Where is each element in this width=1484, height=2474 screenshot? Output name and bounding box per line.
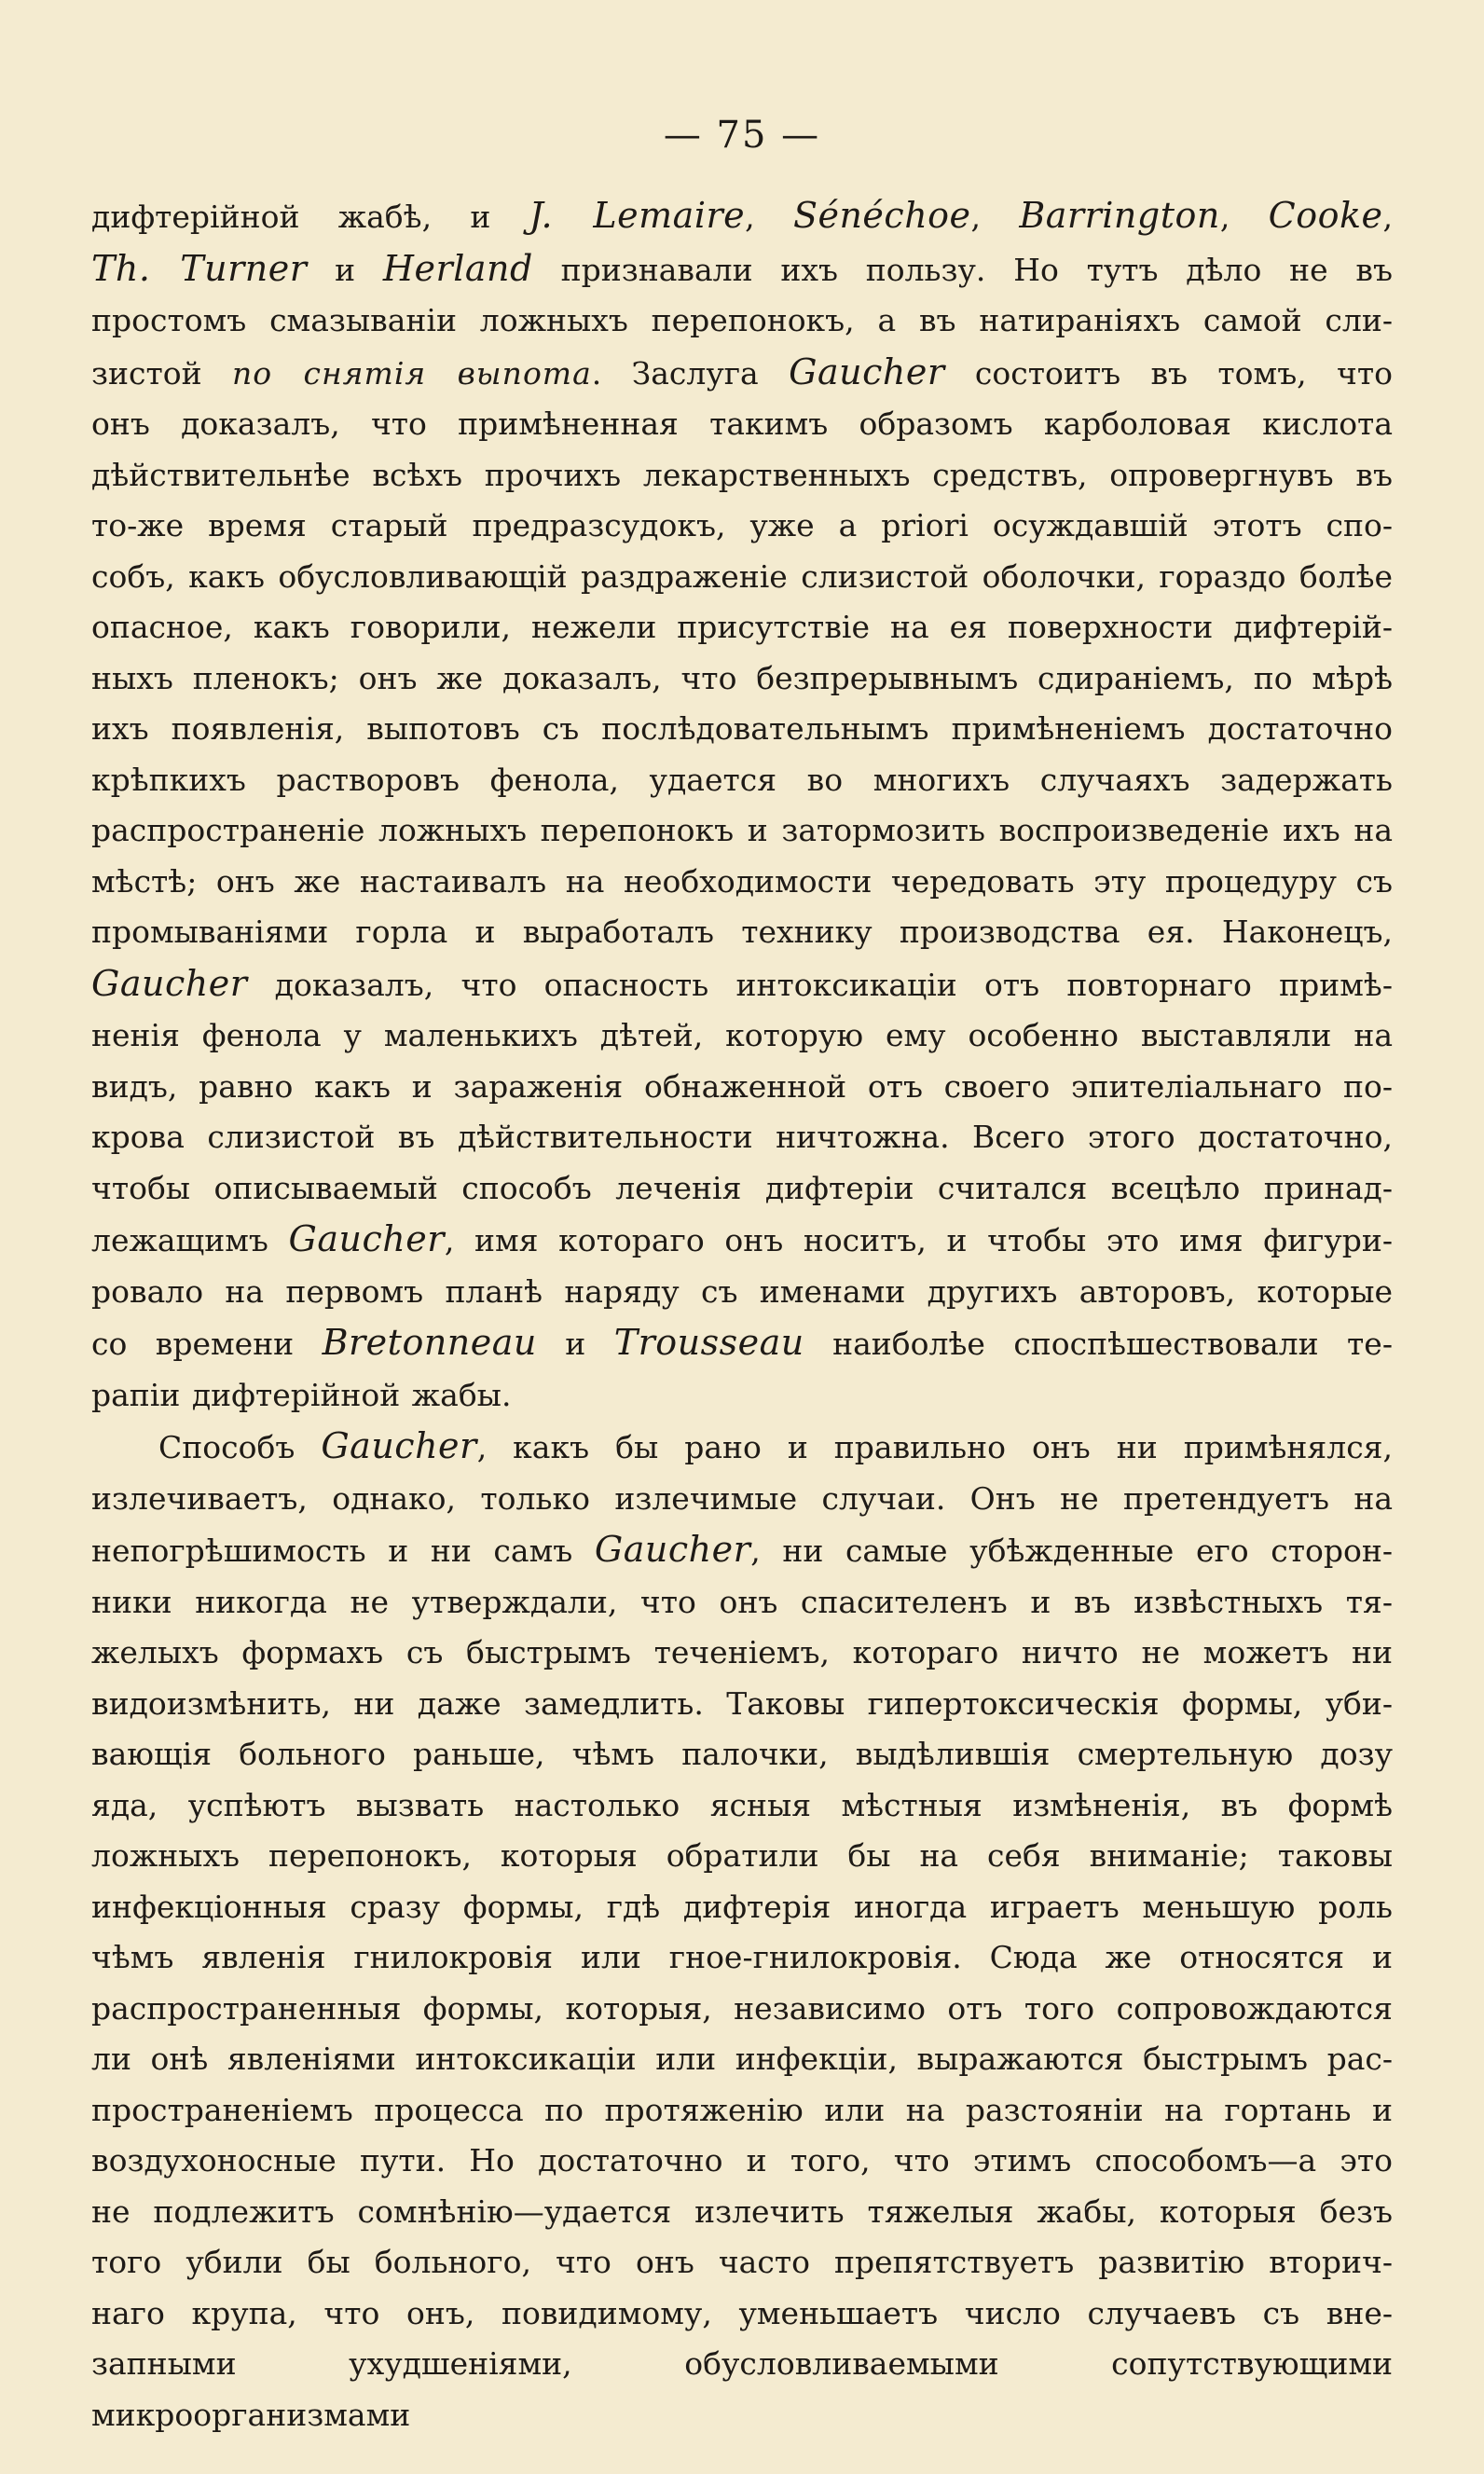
text-line [91, 552, 1393, 603]
author-name: Gaucher [288, 1218, 445, 1259]
text-segment: , [745, 199, 793, 235]
text-line [91, 1729, 1393, 1780]
text-segment: ненія фенола у маленькихъ дѣтей, которую ему особенно выставляли на [91, 1017, 1393, 1053]
text-line [91, 243, 1393, 296]
text-segment: видоизмѣнить, ни даже замедлить. Таковы гипертоксическія формы, уби- [91, 1684, 1393, 1722]
text-segment: чѣмъ явленія гнилокровія или гное-гнилокровія. Сюда же относятся и [91, 1939, 1393, 1975]
body-text [91, 190, 1393, 2440]
text-line [91, 2339, 1393, 2440]
text-segment: желыхъ формахъ съ быстрымъ теченіемъ, котораго ничто не можетъ ни [91, 1634, 1393, 1670]
text-segment: наиболѣе споспѣшествовали те- [804, 1326, 1393, 1362]
text-line [91, 1010, 1393, 1062]
text-segment: опасное, какъ говорили, нежели присутствіе на ея поверхности дифтерій- [91, 609, 1393, 645]
text-segment: зистой [91, 354, 232, 392]
text-line [91, 1062, 1393, 1113]
text-line [91, 296, 1393, 347]
text-line [91, 755, 1393, 806]
text-segment: ихъ появленія, выпотовъ съ послѣдовательнымъ примѣненіемъ достаточно [91, 710, 1393, 747]
text-line [91, 347, 1393, 400]
text-segment: ложныхъ перепонокъ, которыя обратили бы на себя вниманіе; таковы [91, 1837, 1393, 1874]
author-name: Gaucher [789, 350, 945, 392]
text-segment: ли онѣ явленіями интоксикаціи или инфекціи, выражаются быстрымъ рас- [91, 2041, 1393, 2077]
text-segment: непогрѣшимость и ни самъ [91, 1533, 595, 1569]
text-line [91, 1112, 1393, 1163]
text-segment: того убили бы больного, что онъ часто препятствуетъ развитію вторич- [91, 2244, 1393, 2280]
author-name: Bretonneau [322, 1322, 537, 1363]
text-line [91, 857, 1393, 908]
text-line [91, 805, 1393, 857]
author-name: Gaucher [321, 1425, 477, 1466]
text-segment: , [970, 199, 1020, 235]
text-segment: яда, успѣютъ вызвать настолько ясныя мѣстныя измѣненія, въ формѣ [91, 1786, 1393, 1823]
text-line [91, 653, 1393, 705]
author-name: Cooke [1268, 195, 1383, 236]
text-segment: видъ, равно какъ и зараженія обнаженной отъ своего эпителіальнаго по- [91, 1067, 1393, 1105]
text-line [91, 1932, 1393, 1984]
text-line [91, 704, 1393, 755]
text-segment: и [307, 251, 383, 288]
text-segment: , [1219, 199, 1269, 235]
text-line [91, 1679, 1393, 1730]
text-segment: Способъ [158, 1429, 322, 1465]
text-line [91, 2085, 1393, 2137]
text-segment: признавали ихъ пользу. Но тутъ дѣло не въ [532, 251, 1393, 288]
text-segment: . Заслуга [591, 354, 790, 392]
text-segment: дѣйствительнѣе всѣхъ прочихъ лекарственныхъ средствъ, опровергнувъ въ [91, 456, 1393, 493]
text-segment: ровало на первомъ планѣ наряду съ именами другихъ авторовъ, которые [91, 1272, 1393, 1310]
text-line [91, 1421, 1393, 1474]
text-segment: крова слизистой въ дѣйствительности ничтожна. Всего этого достаточно, [91, 1119, 1393, 1155]
text-line [91, 190, 1393, 243]
text-line [91, 1831, 1393, 1882]
text-segment: излечиваетъ, однако, только излечимые случаи. Онъ не претендуетъ на [91, 1479, 1393, 1517]
author-name: J. Lemaire [529, 195, 746, 236]
text-line [91, 1163, 1393, 1215]
text-segment: ники никогда не утверждали, что онъ спасителенъ и въ извѣстныхъ тя- [91, 1583, 1393, 1620]
text-line [91, 1882, 1393, 1933]
text-line [91, 2034, 1393, 2085]
text-line [91, 602, 1393, 653]
text-line [91, 501, 1393, 552]
text-line [91, 1577, 1393, 1629]
text-segment: простомъ смазываніи ложныхъ перепонокъ, а въ натираніяхъ самой сли- [91, 302, 1393, 338]
text-segment: инфекціонныя сразу формы, гдѣ дифтерія иногда играетъ меньшую роль [91, 1888, 1393, 1925]
text-line [91, 1317, 1393, 1370]
text-segment: то-же время старый предразсудокъ, уже a priori осуждавшій этотъ спо- [91, 507, 1393, 543]
text-segment: не подлежитъ сомнѣнію—удается излечить тяжелыя жабы, которыя безъ [91, 2192, 1393, 2230]
text-line [91, 2136, 1393, 2187]
text-segment: со времени [91, 1326, 323, 1362]
text-segment: чтобы описываемый способъ леченія дифтеріи считался всецѣло принад- [91, 1169, 1393, 1206]
text-segment: и [536, 1326, 614, 1362]
text-line [91, 1267, 1393, 1318]
text-segment: онъ доказалъ, что примѣненная такимъ образомъ карболовая кислота [91, 405, 1393, 442]
text-line [91, 1984, 1393, 2035]
text-line [91, 399, 1393, 450]
text-segment: дифтерійной жабѣ, и [91, 199, 529, 235]
text-line [91, 2187, 1393, 2238]
text-segment: ныхъ пленокъ; онъ же доказалъ, что безпрерывнымъ сдираніемъ, по мѣрѣ [91, 659, 1393, 696]
text-segment: , ни самые убѣжденные его сторон- [750, 1533, 1393, 1569]
text-segment: рапіи дифтерійной жабы. [91, 1376, 512, 1413]
text-segment: мѣстѣ; онъ же настаивалъ на необходимости чередовать эту процедуру съ [91, 862, 1393, 900]
page-number: — 75 — [663, 114, 821, 157]
text-segment: доказалъ, что опасность интоксикаціи отъ повторнаго примѣ- [247, 966, 1393, 1003]
text-line [91, 1370, 1393, 1422]
author-name: Gaucher [594, 1529, 751, 1570]
text-segment: воздухоносные пути. Но достаточно и того, что этимъ способомъ—а это [91, 2142, 1393, 2178]
text-line [91, 1214, 1393, 1267]
author-name: Sénéchoe [792, 195, 971, 236]
text-segment: вающія больного раньше, чѣмъ палочки, выдѣлившія смертельную дозу [91, 1736, 1393, 1772]
text-line [91, 1628, 1393, 1679]
author-name: Gaucher [91, 962, 248, 1004]
text-line [91, 1780, 1393, 1832]
author-name: Trousseau [613, 1322, 804, 1363]
text-line [91, 2288, 1393, 2340]
text-segment: собъ, какъ обусловливающій раздраженіе слизистой оболочки, гораздо болѣе [91, 557, 1393, 595]
text-segment: , какъ бы рано и правильно онъ ни примѣнялся, [476, 1429, 1393, 1465]
text-segment: лежащимъ [91, 1222, 289, 1258]
text-segment: пространеніемъ процесса по протяженію или на разстояніи на гортань и [91, 2091, 1393, 2128]
author-name: Herland [382, 247, 533, 289]
text-segment: , [1382, 199, 1393, 235]
text-segment: распространеніе ложныхъ перепонокъ и затормозить воспроизведеніе ихъ на [91, 812, 1393, 848]
text-segment: крѣпкихъ растворовъ фенола, удается во многихъ случаяхъ задержать [91, 761, 1393, 798]
text-segment: , имя котораго онъ носитъ, и чтобы это имя фигури- [444, 1222, 1393, 1258]
text-line [91, 450, 1393, 502]
author-name: Barrington [1019, 195, 1220, 236]
text-line [91, 907, 1393, 958]
text-line [91, 1474, 1393, 1525]
text-line [91, 958, 1393, 1011]
author-name: Th. Turner [91, 247, 308, 289]
text-segment: состоитъ въ томъ, что [944, 354, 1393, 392]
text-line [91, 1524, 1393, 1577]
text-segment: запными ухудшеніями, обусловливаемыми сопутствующими микроорганизмами [91, 2345, 1393, 2433]
text-segment: промываніями горла и выработалъ технику производства ея. Наконецъ, [91, 914, 1393, 950]
text-segment: распространенныя формы, которыя, независимо отъ того сопровождаются [91, 1989, 1393, 2027]
emphasis-text: по снятія выпота [231, 354, 592, 392]
text-line [91, 2237, 1393, 2288]
text-segment: наго крупа, что онъ, повидимому, уменьшаетъ число случаевъ съ вне- [91, 2294, 1393, 2331]
